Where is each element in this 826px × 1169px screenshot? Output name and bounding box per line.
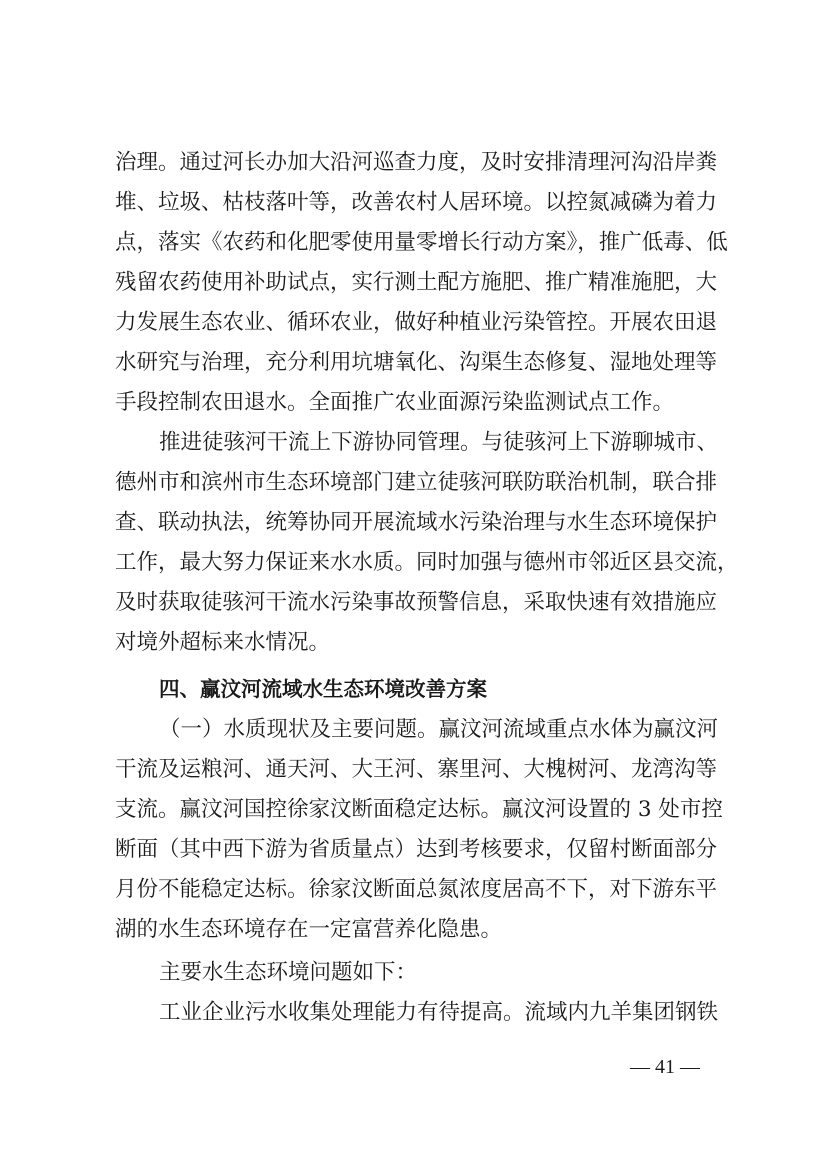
paragraph-line: 断面（其中西下游为省质量点）达到考核要求，仅留村断面部分 bbox=[115, 837, 718, 862]
paragraph-line: 手段控制农田退水。全面推广农业面源污染监测试点工作。 bbox=[115, 390, 675, 415]
paragraph-line: 水研究与治理，充分利用坑塘氧化、沟渠生态修复、湿地处理等 bbox=[115, 350, 718, 375]
paragraph-line: 月份不能稳定达标。徐家汶断面总氮浓度居高不下，对下游东平 bbox=[115, 877, 718, 902]
section-heading: 四、赢汶河流域水生态环境改善方案 bbox=[159, 677, 487, 701]
paragraph-line: 查、联动执法，统筹协同开展流域水污染治理与水生态环境保护 bbox=[115, 510, 718, 535]
paragraph-line: 及时获取徒骇河干流水污染事故预警信息，采取快速有效措施应 bbox=[115, 590, 718, 615]
paragraph-line: 支流。赢汶河国控徐家汶断面稳定达标。赢汶河设置的 3 处市控 bbox=[115, 797, 723, 822]
paragraph-line: 力发展生态农业、循环农业，做好种植业污染管控。开展农田退 bbox=[115, 310, 718, 335]
paragraph-line: 工作，最大努力保证来水水质。同时加强与德州市邻近区县交流， bbox=[115, 550, 739, 575]
paragraph-line: 治理。通过河长办加大沿河巡查力度，及时安排清理河沟沿岸粪 bbox=[115, 150, 718, 175]
paragraph-line: （一）水质现状及主要问题。赢汶河流域重点水体为赢汶河 bbox=[159, 717, 719, 742]
paragraph-line: 对境外超标来水情况。 bbox=[115, 630, 331, 655]
page-number: — 41 — bbox=[630, 1056, 700, 1078]
paragraph-line: 主要水生态环境问题如下： bbox=[159, 960, 418, 985]
paragraph-line: 残留农药使用补助试点，实行测土配方施肥、推广精准施肥，大 bbox=[115, 270, 718, 295]
paragraph-line: 工业企业污水收集处理能力有待提高。流域内九羊集团钢铁 bbox=[159, 1000, 719, 1025]
paragraph-line: 干流及运粮河、通天河、大王河、寨里河、大槐树河、龙湾沟等 bbox=[115, 757, 718, 782]
paragraph-line: 推进徒骇河干流上下游协同管理。与徒骇河上下游聊城市、 bbox=[159, 430, 719, 455]
paragraph-line: 堆、垃圾、枯枝落叶等，改善农村人居环境。以控氮减磷为着力 bbox=[115, 190, 718, 215]
paragraph-line: 德州市和滨州市生态环境部门建立徒骇河联防联治机制，联合排 bbox=[115, 470, 718, 495]
paragraph-line: 湖的水生态环境存在一定富营养化隐患。 bbox=[115, 917, 503, 942]
paragraph-line: 点，落实《农药和化肥零使用量零增长行动方案》，推广低毒、低 bbox=[115, 230, 728, 255]
